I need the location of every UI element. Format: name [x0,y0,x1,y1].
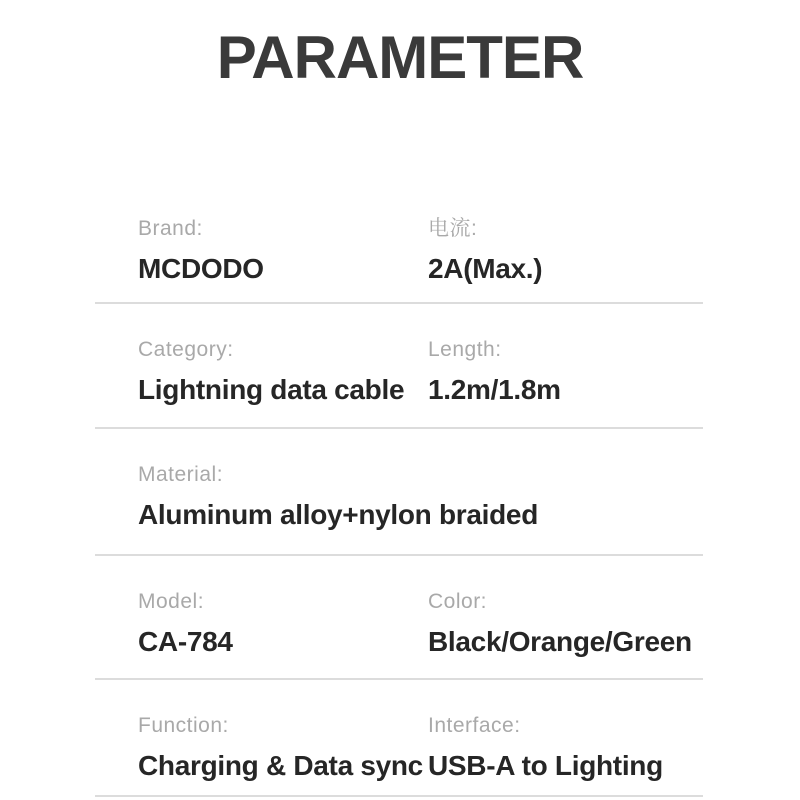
spec-row-model-color [95,556,703,680]
spec-row-material [95,429,703,556]
spec-cell-model [138,591,428,678]
spec-row-function-interface [95,680,703,797]
spec-value-current: 2A(Max.) [428,253,543,284]
spec-cell-length [428,339,703,427]
spec-label-color: Color: [428,590,488,613]
spec-cell-color [428,591,703,678]
page-title: PARAMETER [216,24,584,91]
spec-table [95,183,703,797]
spec-label-current: 电流: [428,217,478,240]
spec-value-color: Black/Orange/Green [428,626,692,657]
spec-value-function: Charging & Data sync [138,750,423,781]
spec-label-length: Length: [428,338,502,361]
spec-label-brand: Brand: [138,217,203,240]
spec-label-material: Material: [138,463,224,486]
spec-label-category: Category: [138,338,234,361]
spec-label-function: Function: [138,714,229,737]
spec-cell-function [138,715,428,795]
spec-row-category-length [95,304,703,429]
spec-cell-brand [138,218,428,302]
spec-cell-interface [428,715,703,795]
spec-value-material: Aluminum alloy+nylon braided [138,499,538,530]
spec-value-length: 1.2m/1.8m [428,374,561,405]
spec-label-interface: Interface: [428,714,521,737]
spec-value-category: Lightning data cable [138,374,405,405]
spec-row-brand-current [95,183,703,304]
spec-label-model: Model: [138,590,205,613]
spec-value-interface: USB-A to Lighting [428,750,663,781]
spec-cell-current [428,218,703,302]
spec-cell-material [138,464,703,554]
spec-value-model: CA-784 [138,626,233,657]
spec-cell-category [138,339,428,427]
spec-value-brand: MCDODO [138,253,264,284]
